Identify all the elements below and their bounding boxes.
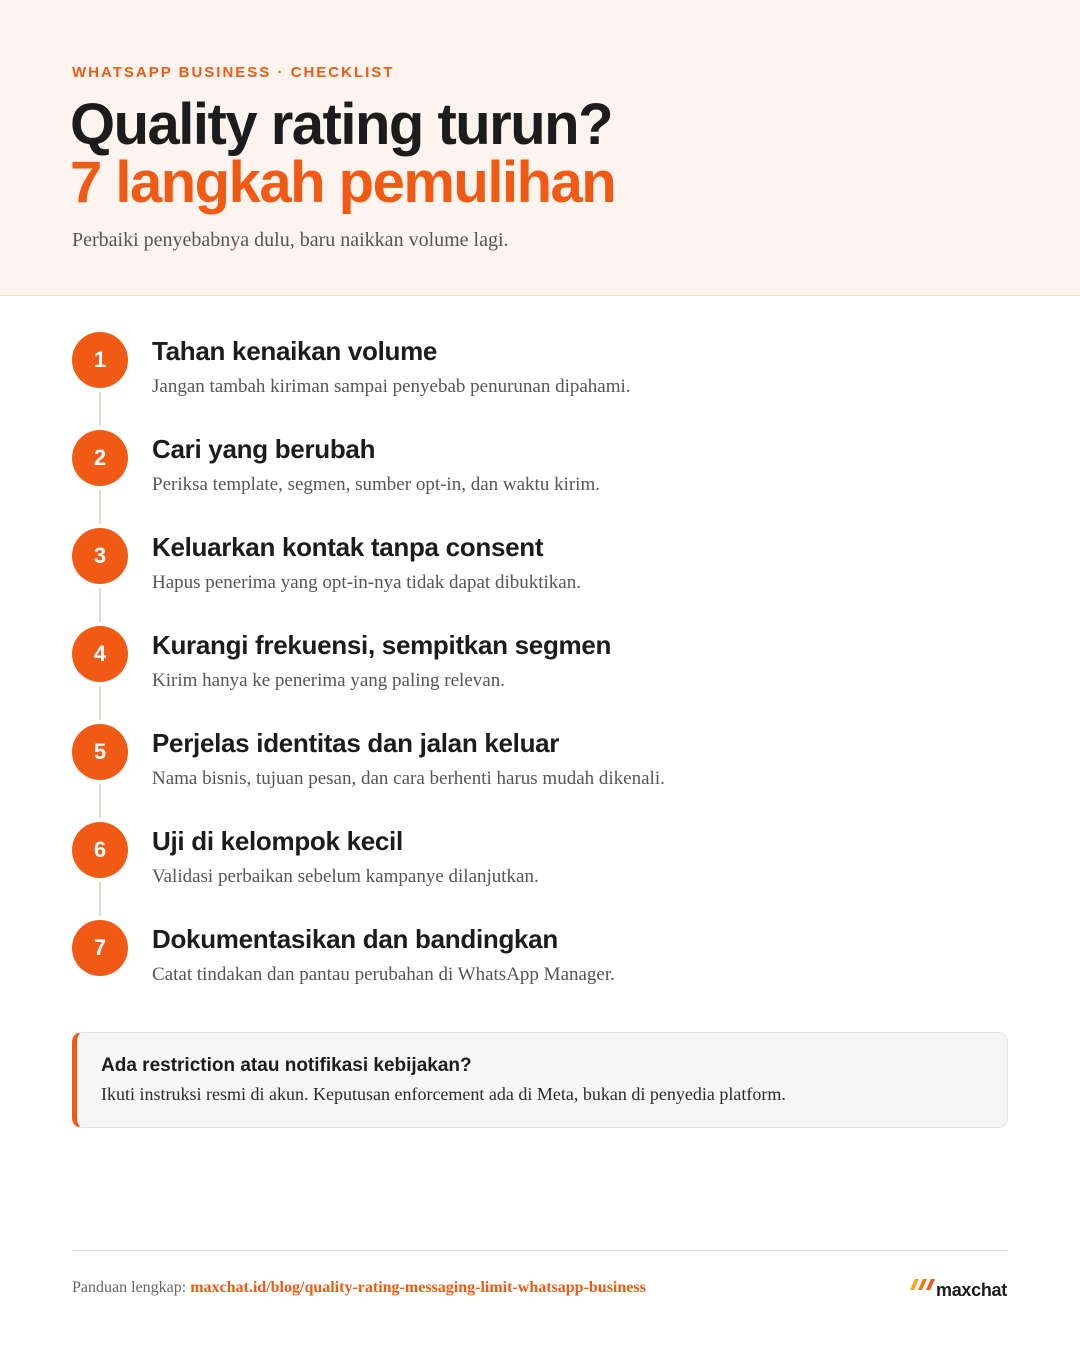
footer-divider bbox=[72, 1250, 1008, 1251]
step-description: Validasi perbaikan sebelum kampanye dilanjutkan. bbox=[152, 866, 539, 887]
step-item-4 bbox=[72, 626, 972, 724]
step-title: Uji di kelompok kecil bbox=[152, 826, 403, 856]
guide-link[interactable]: maxchat.id/blog/quality-rating-messaging-limit-whatsapp-business bbox=[190, 1279, 646, 1296]
step-description: Nama bisnis, tujuan pesan, dan cara berhenti harus mudah dikenali. bbox=[152, 768, 665, 789]
step-item-5 bbox=[72, 724, 972, 822]
step-number-badge: 5 bbox=[72, 724, 128, 780]
step-number-badge: 3 bbox=[72, 528, 128, 584]
header bbox=[0, 0, 1080, 296]
step-title: Cari yang berubah bbox=[152, 434, 376, 464]
step-item-7 bbox=[72, 920, 972, 1018]
step-title: Dokumentasikan dan bandingkan bbox=[152, 924, 558, 954]
step-number-badge: 2 bbox=[72, 430, 128, 486]
step-description: Hapus penerima yang opt-in-nya tidak dapat dibuktikan. bbox=[152, 572, 581, 593]
page-title-line-1: Quality rating turun? bbox=[70, 92, 613, 157]
page-title-line-2: 7 langkah pemulihan bbox=[70, 150, 616, 215]
brand-name: maxchat bbox=[936, 1280, 1007, 1300]
step-title: Kurangi frekuensi, sempitkan segmen bbox=[152, 630, 612, 660]
step-item-3 bbox=[72, 528, 972, 626]
callout-title: Ada restriction atau notifikasi kebijakan? bbox=[101, 1055, 472, 1076]
step-title: Tahan kenaikan volume bbox=[152, 336, 438, 366]
footer-label: Panduan lengkap: bbox=[72, 1279, 191, 1296]
maxchat-logo-icon bbox=[908, 1274, 938, 1294]
eyebrow-label: WHATSAPP BUSINESS · CHECKLIST bbox=[72, 64, 395, 81]
step-title: Perjelas identitas dan jalan keluar bbox=[152, 728, 560, 758]
step-number-badge: 4 bbox=[72, 626, 128, 682]
step-item-6 bbox=[72, 822, 972, 920]
step-number-badge: 1 bbox=[72, 332, 128, 388]
step-description: Catat tindakan dan pantau perubahan di WhatsApp Manager. bbox=[152, 964, 615, 985]
brand-logo bbox=[908, 1272, 1008, 1302]
step-number-badge: 6 bbox=[72, 822, 128, 878]
step-number-badge: 7 bbox=[72, 920, 128, 976]
callout-text: Ikuti instruksi resmi di akun. Keputusan enforcement ada di Meta, bukan di penyedia platform. bbox=[101, 1084, 786, 1104]
step-title: Keluarkan kontak tanpa consent bbox=[152, 532, 544, 562]
footer-guide bbox=[72, 1279, 646, 1297]
step-description: Periksa template, segmen, sumber opt-in, dan waktu kirim. bbox=[152, 474, 600, 495]
step-item-2 bbox=[72, 430, 972, 528]
page-subtitle: Perbaiki penyebabnya dulu, baru naikkan volume lagi. bbox=[72, 229, 509, 251]
step-description: Kirim hanya ke penerima yang paling relevan. bbox=[152, 670, 505, 691]
step-description: Jangan tambah kiriman sampai penyebab penurunan dipahami. bbox=[152, 376, 631, 397]
policy-callout bbox=[72, 1032, 1008, 1128]
step-item-1 bbox=[72, 332, 972, 430]
